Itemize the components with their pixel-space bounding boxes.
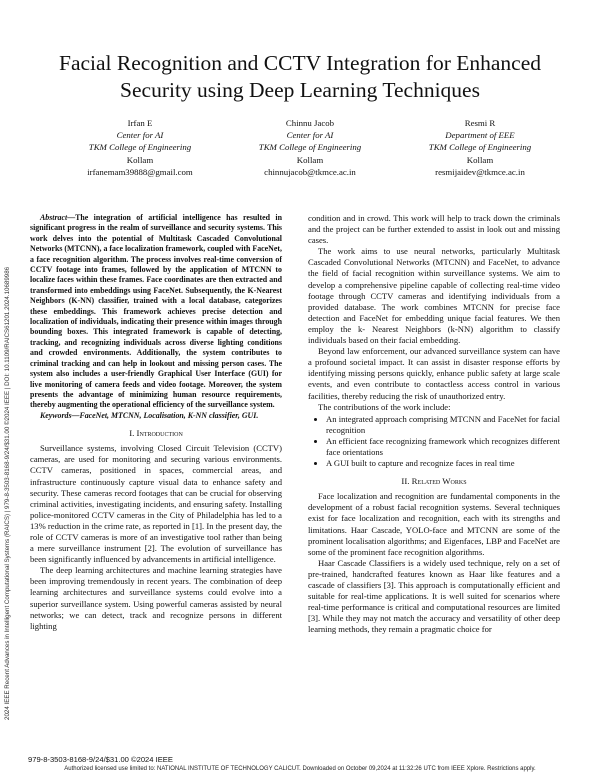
- list-item: • An integrated approach comprising MTCNN and FaceNet for facial recognition: [326, 414, 560, 436]
- author-name: Resmi R: [464, 118, 496, 128]
- author-institution: TKM College of Engineering: [428, 142, 532, 153]
- paragraph: The work aims to use neural networks, particularly Multitask Cascaded Convolutional Networks (MTCNN) and FaceNet, to advance the field of facial recognition within surveillance systems. We aim to develop a comprehensive pipeline capable of collecting real-time video footage through CCTV cameras and identifying individuals from a provided database. The work combines MTCNN for precise face detection and FaceNet for embedding unique facial features. We then employ the k- Nearest Neighbors (k-NN) algorithm to classify individuals based on their facial embedding.: [308, 246, 560, 346]
- section-heading-introduction: I. Introduction: [129, 428, 183, 439]
- left-column: [30, 213, 282, 632]
- author-2: [230, 117, 390, 178]
- author-1: [60, 117, 220, 178]
- paper-title: Facial Recognition and CCTV Integration for Enhanced Security using Deep Learning Techniques: [58, 51, 542, 102]
- author-city: Kollam: [466, 154, 494, 165]
- author-dept: Center for AI: [116, 130, 164, 141]
- right-column: [308, 213, 560, 635]
- paragraph: Beyond law enforcement, our advanced surveillance system can have a profound societal impact. It can assist in disaster response efforts by identifying missing persons quickly, enhance public safety at large scale events, and even contribute to contactless access control in various facilities, thereby reducing the risk of unauthorized entry.: [308, 346, 560, 401]
- author-name: Chinnu Jacob: [285, 118, 335, 128]
- section-heading-related-works: II. Related Works: [401, 476, 467, 487]
- abstract-lead: Abstract: [40, 213, 68, 222]
- contribution-list: [308, 414, 560, 469]
- paragraph: The deep learning architectures and machine learning strategies have been improving tremendously in recent years. The combination of deep learning architectures and surveillance systems could evolve into a superior surveillance system. Using powerful cameras assisted by neural networks; we can detect, track and recognize persons in different lighting: [30, 565, 282, 631]
- abstract-text: —The integration of artificial intelligence has resulted in significant progress in the realm of surveillance and security systems. This work delves into the potential of Multitask Cascaded Convolutional Networks (MTCNN), a face localization framework, coupled with FaceNet, a face recognition algorithm. The process involves real-time conversion of CCTV footage into frames, followed by the application of MTCNN to localize faces within these frames. Face coordinates are then extracted and transformed into embeddings using FaceNet. Subsequently, the K-Nearest Neighbors (K-NN) classifier, trained with a local database, categorizes these embeddings. This framework achieves precise detection and localization of individuals, indicating their presence within images through bounding boxes. This integrated framework is capable of detecting, tracking, and recognizing individuals across diverse lighting conditions and crowded environments. Additionally, the system contributes to criminal tracking and can help in lookout and missing person cases. The system also includes a user-friendly Graphical User Interface (GUI) for live monitoring of camera feeds and video footage. Moreover, the system presents the advantage of minimizing human resource requirements, thereby augmenting the operational efficiency of the surveillance system.: [30, 213, 282, 410]
- doi-sidebar-text: 2024 IEEE Recent Advances in Intelligent Computational Systems (RAICS) | 979-8-3503-8168-9/24/$31.00 ©2024 IEEE | DOI: 10.1109/RAICS61201.2024.10689986: [4, 266, 11, 720]
- author-city: Kollam: [126, 154, 154, 165]
- keywords: Keywords—FaceNet, MTCNN, Localisation, K-NN classifier, GUI.: [40, 410, 259, 420]
- paragraph: The contributions of the work include:: [318, 401, 451, 412]
- paragraph: Haar Cascade Classifiers is a widely used technique, rely on a set of pre-trained, handcrafted features known as Haar like features and a cascade of classifiers [3]. This approach is computationally efficient and suitable for real-time applications. It is well suited for scenarios where real-time performance is critical and computational resources are limited [3]. While they may not match the accuracy and versatility of other deep learning methods, they remain a pragmatic choice for: [308, 557, 560, 635]
- paragraph: Face localization and recognition are fundamental components in the development of a robust facial recognition systems. Several techniques exist for face localization and recognition, each with its strengths and limitations. Haar Cascade, YOLO-face and MTCNN are some of the prominent localisation algorithms; and Eigenfaces, LBP and FaceNet are some of the prominent face recognition algorithms.: [308, 491, 560, 557]
- author-city: Kollam: [296, 154, 324, 165]
- list-item: • A GUI built to capture and recognize faces in real time: [326, 458, 560, 469]
- footer-license: Authorized licensed use limited to: NATIONAL INSTITUTE OF TECHNOLOGY CALICUT. Downloaded on October 09,2024 at 11:32:26 UTC from IEEE Xplore. Restrictions apply.: [64, 766, 536, 772]
- author-name: Irfan E: [127, 118, 153, 128]
- author-email: irfanemam39888@gmail.com: [87, 166, 193, 177]
- footer-isbn: 979-8-3503-8168-9/24/$31.00 ©2024 IEEE: [28, 755, 173, 764]
- author-email: chinnujacob@tkmce.ac.in: [264, 166, 356, 177]
- author-institution: TKM College of Engineering: [88, 142, 192, 153]
- paragraph: Surveillance systems, involving Closed Circuit Television (CCTV) cameras, are used for monitoring and securing various environments. CCTV cameras, positioned in spaces, commercial areas, and infrastructure continuously capture visual data to enhance safety and security. These cameras record footages that can be crucial for observing criminal activities, investigating incidents, and ensuring safety. Installing police-monitored CCTV cameras in the City of Philadelphia has led to a 13% reduction in the crime rate, as reported in [1]. In the present day, the role of CCTV cameras is more of an investigative tool rather than being a mere surveillance instrument [2]. The evolution of surveillance has been significantly influenced by advancements in artificial intelligence.: [30, 443, 282, 565]
- author-email: resmijaidev@tkmce.ac.in: [435, 166, 525, 177]
- author-dept: Center for AI: [286, 130, 334, 141]
- author-dept: Department of EEE: [445, 130, 515, 141]
- doi-sidebar: [4, 190, 16, 720]
- paragraph: condition and in crowd. This work will help to track down the criminals and the project can be further extended to assist in look out and missing cases.: [308, 213, 560, 246]
- author-3: [400, 117, 560, 178]
- abstract: [30, 213, 282, 411]
- author-block: [60, 117, 560, 178]
- list-item: • An efficient face recognizing framework which recognizes different face orientations: [326, 436, 560, 458]
- author-institution: TKM College of Engineering: [258, 142, 362, 153]
